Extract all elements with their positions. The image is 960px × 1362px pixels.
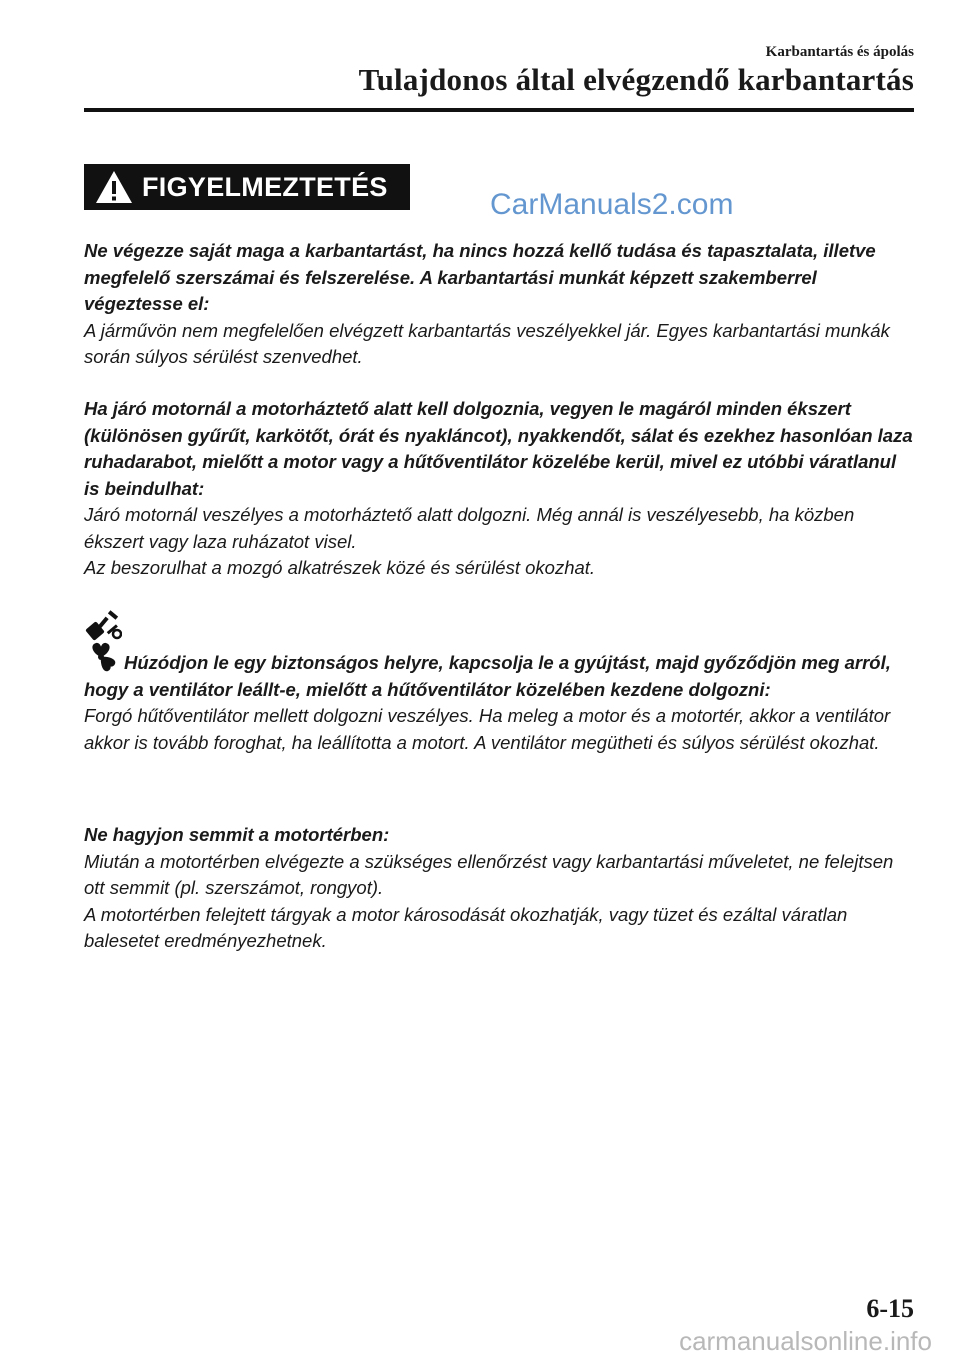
- footer-watermark: carmanualsonline.info: [679, 1326, 932, 1356]
- page-title: Tulajdonos által elvégzendő karbantartás: [358, 62, 914, 97]
- warning-block-4: [84, 822, 916, 955]
- fan-icon: [84, 642, 118, 672]
- warning-block-1: [84, 238, 916, 371]
- warning-body: A motortérben felejtett tárgyak a motor károsodását okozhatják, vagy tüzet és ezáltal váratlan balesetet eredményezhetnek.: [84, 903, 848, 951]
- warning-triangle-icon: [94, 169, 134, 205]
- warning-heading: Ha járó motornál a motorháztető alatt kell dolgoznia, vegyen le magáról minden ékszert (különösen gyűrűt, karkötőt, órát és nyakláncot), nyakkendőt, sálat és ezekhez hasonlóan laza ruhadarabot, mielőtt a motor vagy a hűtőventilátor közelébe kerül, mivel ez utóbbi váratlanul is beindulhat:: [84, 398, 913, 499]
- warning-body: Forgó hűtőventilátor mellett dolgozni veszélyes. Ha meleg a motor és a motortér, akkor a ventilátor akkor is tovább foroghat, ha leállította a motort. A ventilátor megütheti és súlyos sérülést okozhat.: [84, 705, 891, 753]
- warning-body: Járó motornál veszélyes a motorháztető alatt dolgozni. Még annál is veszélyesebb, ha közben ékszert vagy laza ruházatot visel.: [84, 504, 855, 552]
- warning-body: Az beszorulhat a mozgó alkatrészek közé és sérülést okozhat.: [84, 557, 596, 578]
- warning-banner: [84, 164, 410, 210]
- warning-heading: Húzódjon le egy biztonságos helyre, kapcsolja le a gyújtást, majd győződjön meg arról, hogy a ventilátor leállt-e, mielőtt a hűtőventilátor közelében kezdene dolgozni:: [84, 652, 891, 700]
- warning-body: Miután a motortérben elvégezte a szükséges ellenőrzést vagy karbantartási műveletet, ne felejtsen ott semmit (pl. szerszámot, rongyot).: [84, 850, 894, 898]
- watermark: CarManuals2.com: [490, 188, 734, 221]
- warning-block-2: [84, 396, 916, 582]
- page-number: 6-15: [866, 1294, 914, 1323]
- warning-label: FIGYELMEZTETÉS: [142, 171, 388, 202]
- warning-body: A járművön nem megfelelően elvégzett karbantartás veszélyekkel jár. Egyes karbantartási munkák során súlyos sérülést szenvedhet.: [84, 319, 890, 367]
- warning-heading: Ne hagyjon semmit a motortérben:: [84, 824, 390, 845]
- warning-block-3: [84, 610, 916, 756]
- header-rule: [84, 108, 914, 112]
- header-section: Karbantartás és ápolás: [765, 44, 914, 60]
- tools-icon: [84, 610, 122, 642]
- warning-heading: Ne végezze saját maga a karbantartást, ha nincs hozzá kellő tudása és tapasztalata, illetve megfelelő szerszámai és felszerelése. A karbantartási munkát képzett szakemberrel végeztesse el:: [84, 240, 876, 314]
